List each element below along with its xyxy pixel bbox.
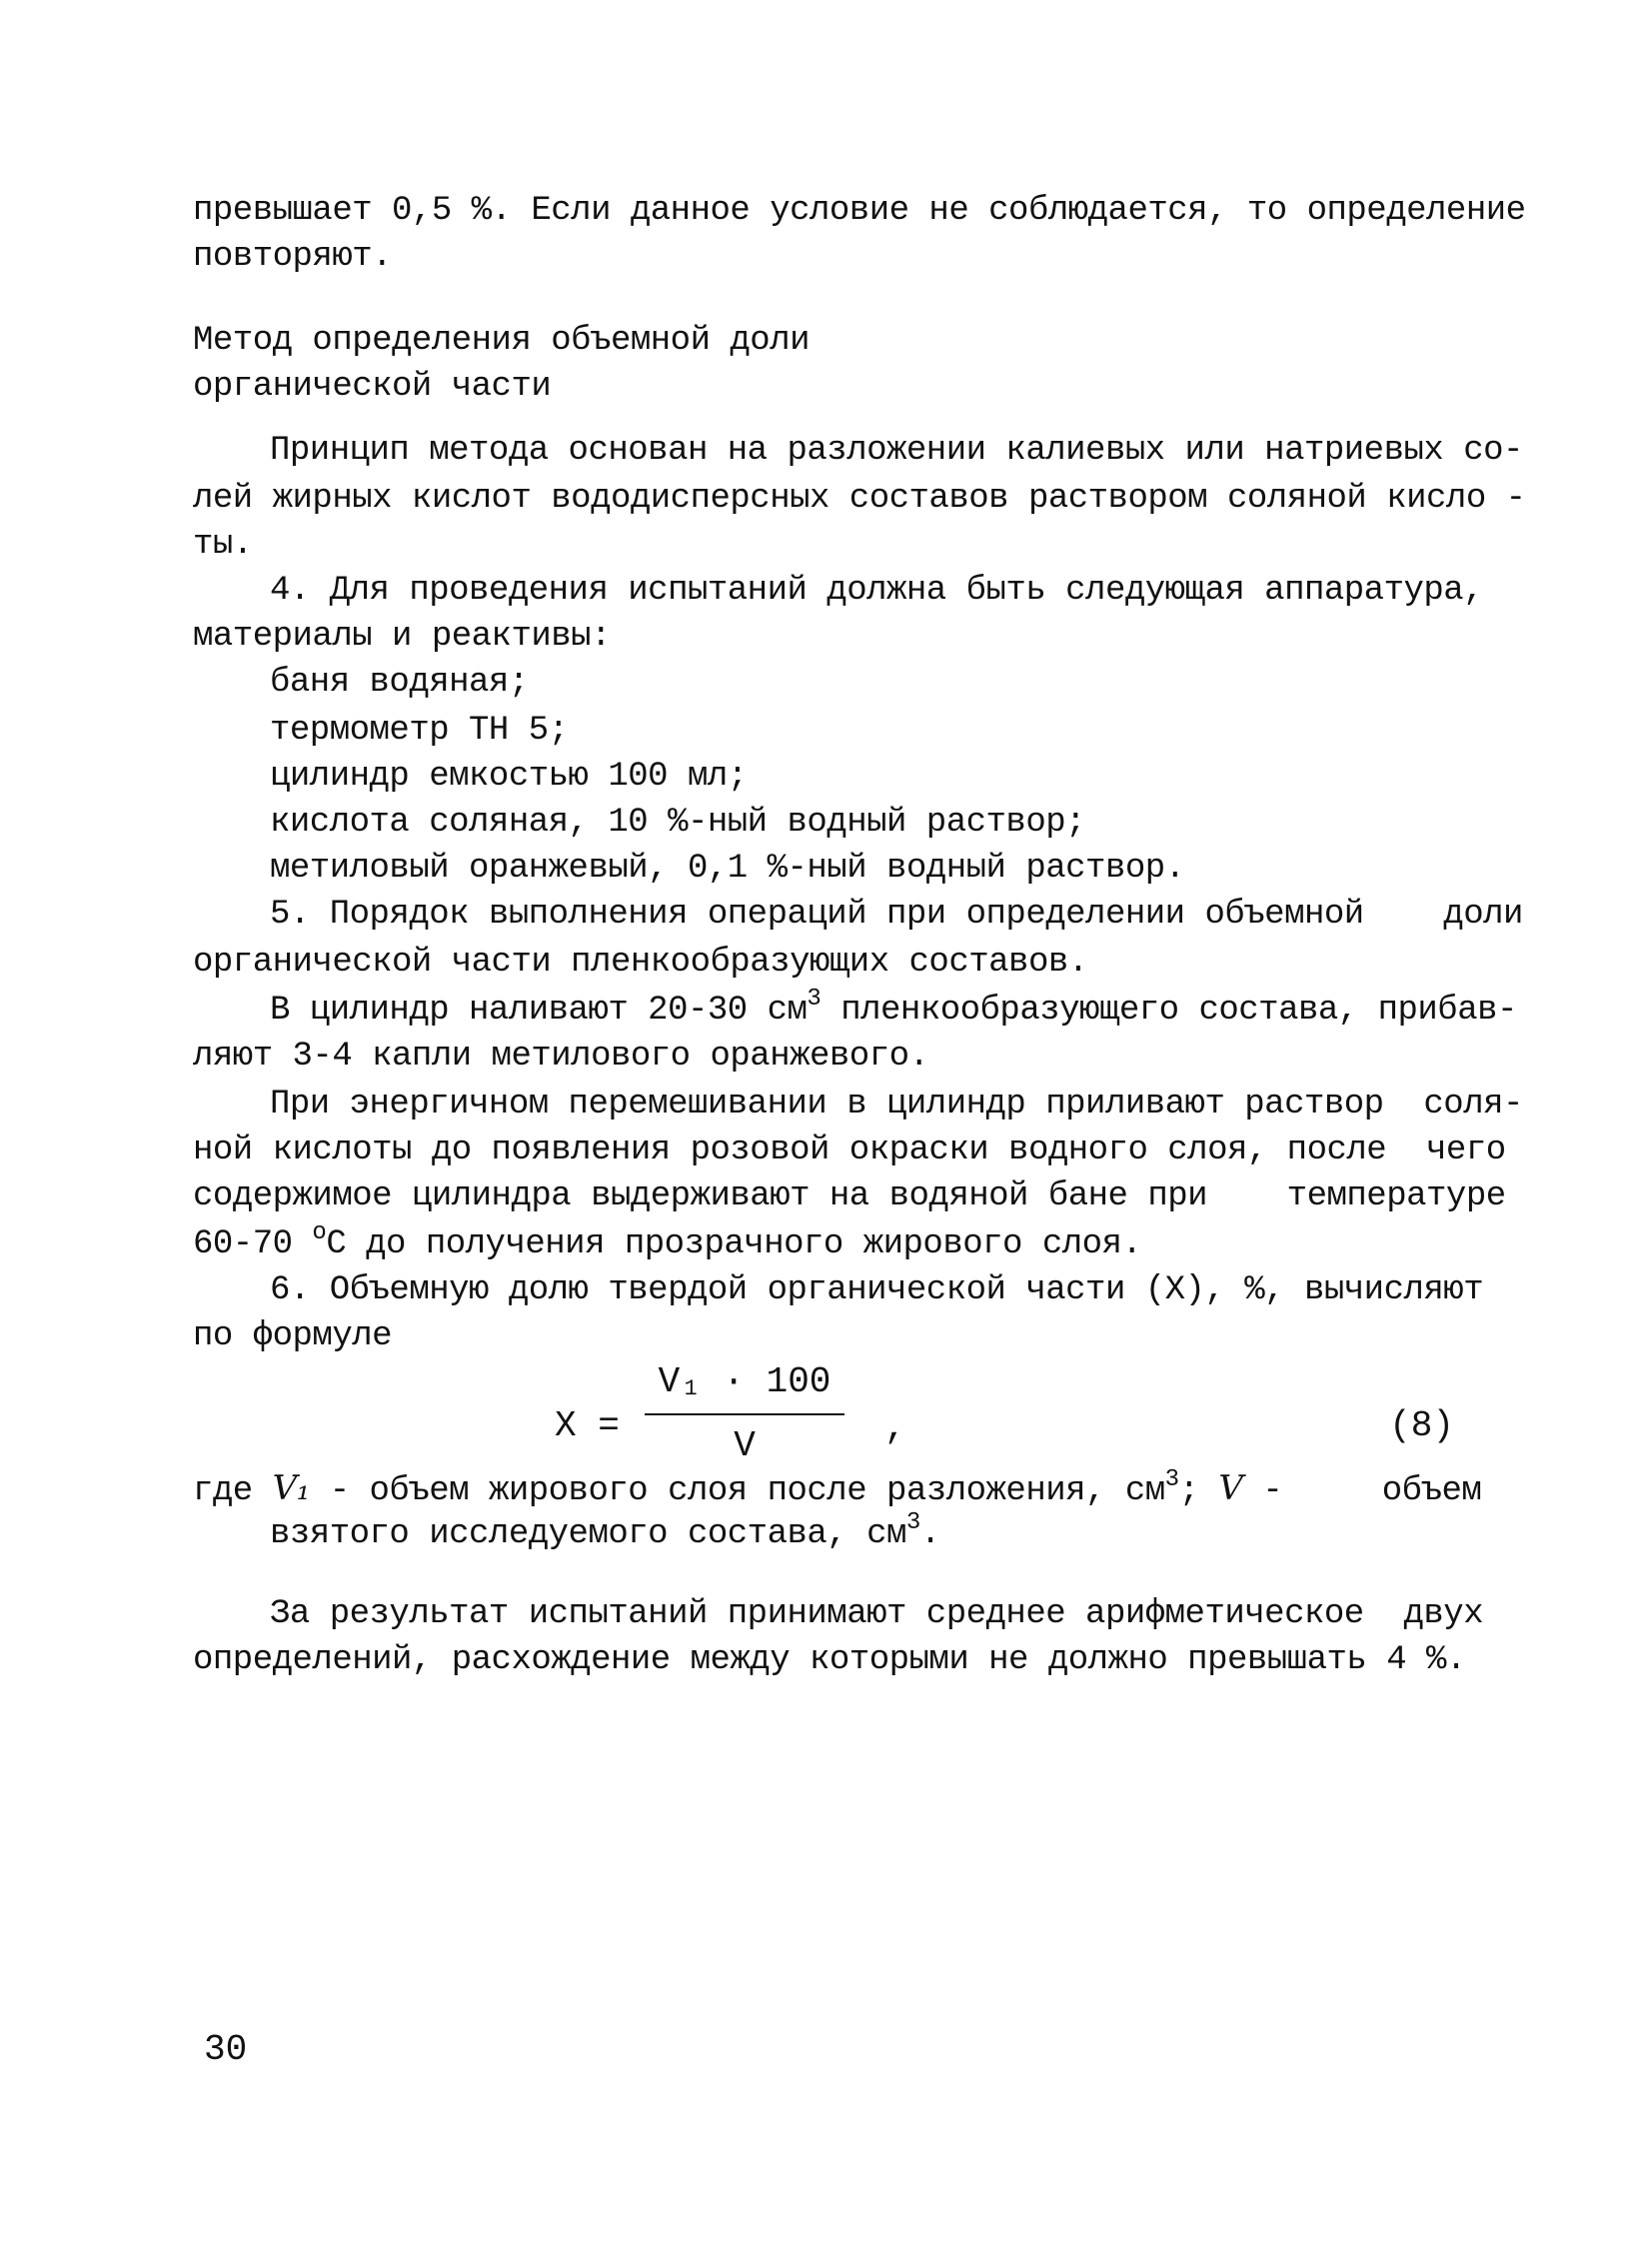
formula-lhs: X = <box>555 1405 620 1446</box>
superscript: о <box>312 1219 327 1246</box>
superscript: 3 <box>905 1509 920 1536</box>
text-run: С до получения прозрачного жирового слоя. <box>326 1225 1142 1263</box>
section-heading: Метод определения объемной доли <box>193 322 811 360</box>
paragraph-pour: ляют 3-4 капли метилового оранжевого. <box>193 1038 929 1076</box>
text-run: 60-70 <box>193 1225 313 1263</box>
paragraph-procedure: 5. Порядок выполнения операций при определении объемной доли <box>270 896 1523 934</box>
variable-v: V <box>1218 1468 1243 1508</box>
fraction-bar <box>645 1413 844 1415</box>
paragraph-principle: ты. <box>193 526 253 564</box>
formula-comma: , <box>884 1407 906 1448</box>
formula-denominator: V <box>734 1425 756 1466</box>
text-run: пленкообразующего состава, прибав- <box>821 992 1517 1030</box>
paragraph-principle: лей жирных кислот вододисперсных составов раствором соляной кисло - <box>193 480 1526 518</box>
text-run: - объем <box>1242 1472 1482 1510</box>
paragraph-apparatus: 4. Для проведения испытаний должна быть следующая аппаратура, <box>270 572 1484 610</box>
text-run: . <box>919 1515 940 1553</box>
text-run: ; <box>1178 1472 1219 1510</box>
list-item: баня водяная; <box>270 664 529 702</box>
page-number: 30 <box>204 2029 248 2070</box>
list-item: метиловый оранжевый, 0,1 %-ный водный раствор. <box>270 850 1185 888</box>
text-run: взятого исследуемого состава, см <box>270 1515 906 1553</box>
paragraph-where <box>270 1511 940 1557</box>
paragraph-procedure: органической части пленкообразующих составов. <box>193 944 1088 982</box>
text-run: где <box>193 1472 273 1510</box>
text-run: В цилиндр наливают 20-30 см <box>270 992 808 1030</box>
paragraph-principle: Принцип метода основан на разложении калиевых или натриевых со- <box>270 432 1523 470</box>
body-text-line: превышает 0,5 %. Если данное условие не соблюдается, то определение <box>193 192 1526 230</box>
variable-v1: V₁ <box>272 1468 310 1508</box>
list-item: цилиндр емкостью 100 мл; <box>270 758 748 796</box>
paragraph-apparatus: материалы и реактивы: <box>193 618 611 656</box>
paragraph-calc: 6. Объемную долю твердой органической части (X), %, вычисляют <box>270 1271 1484 1309</box>
formula-numerator: V₁ · 100 <box>658 1361 831 1402</box>
paragraph-calc: по формуле <box>193 1317 393 1355</box>
paragraph-result: определений, расхождение между которыми не должно превышать 4 %. <box>193 1641 1466 1679</box>
superscript: 3 <box>807 986 822 1013</box>
list-item: термометр ТН 5; <box>270 712 569 750</box>
section-heading: органической части <box>193 368 552 406</box>
paragraph-result: За результат испытаний принимают среднее арифметическое двух <box>270 1595 1484 1633</box>
superscript: 3 <box>1164 1466 1179 1493</box>
equation-number: (8) <box>1389 1405 1454 1446</box>
paragraph-mixing <box>193 1221 1141 1267</box>
paragraph-where <box>193 1465 1481 1514</box>
formula-fraction <box>645 1357 844 1471</box>
paragraph-mixing: содержимое цилиндра выдерживают на водяной бане при температуре <box>193 1177 1506 1215</box>
body-text-line: повторяют. <box>193 238 393 276</box>
list-item: кислота соляная, 10 %-ный водный раствор; <box>270 804 1086 842</box>
paragraph-mixing: ной кислоты до появления розовой окраски водного слоя, после чего <box>193 1131 1506 1169</box>
text-run: - объем жирового слоя после разложения, см <box>309 1472 1165 1510</box>
paragraph-pour <box>270 988 1517 1034</box>
paragraph-mixing: При энергичном перемешивании в цилиндр приливают раствор соля- <box>270 1086 1523 1123</box>
